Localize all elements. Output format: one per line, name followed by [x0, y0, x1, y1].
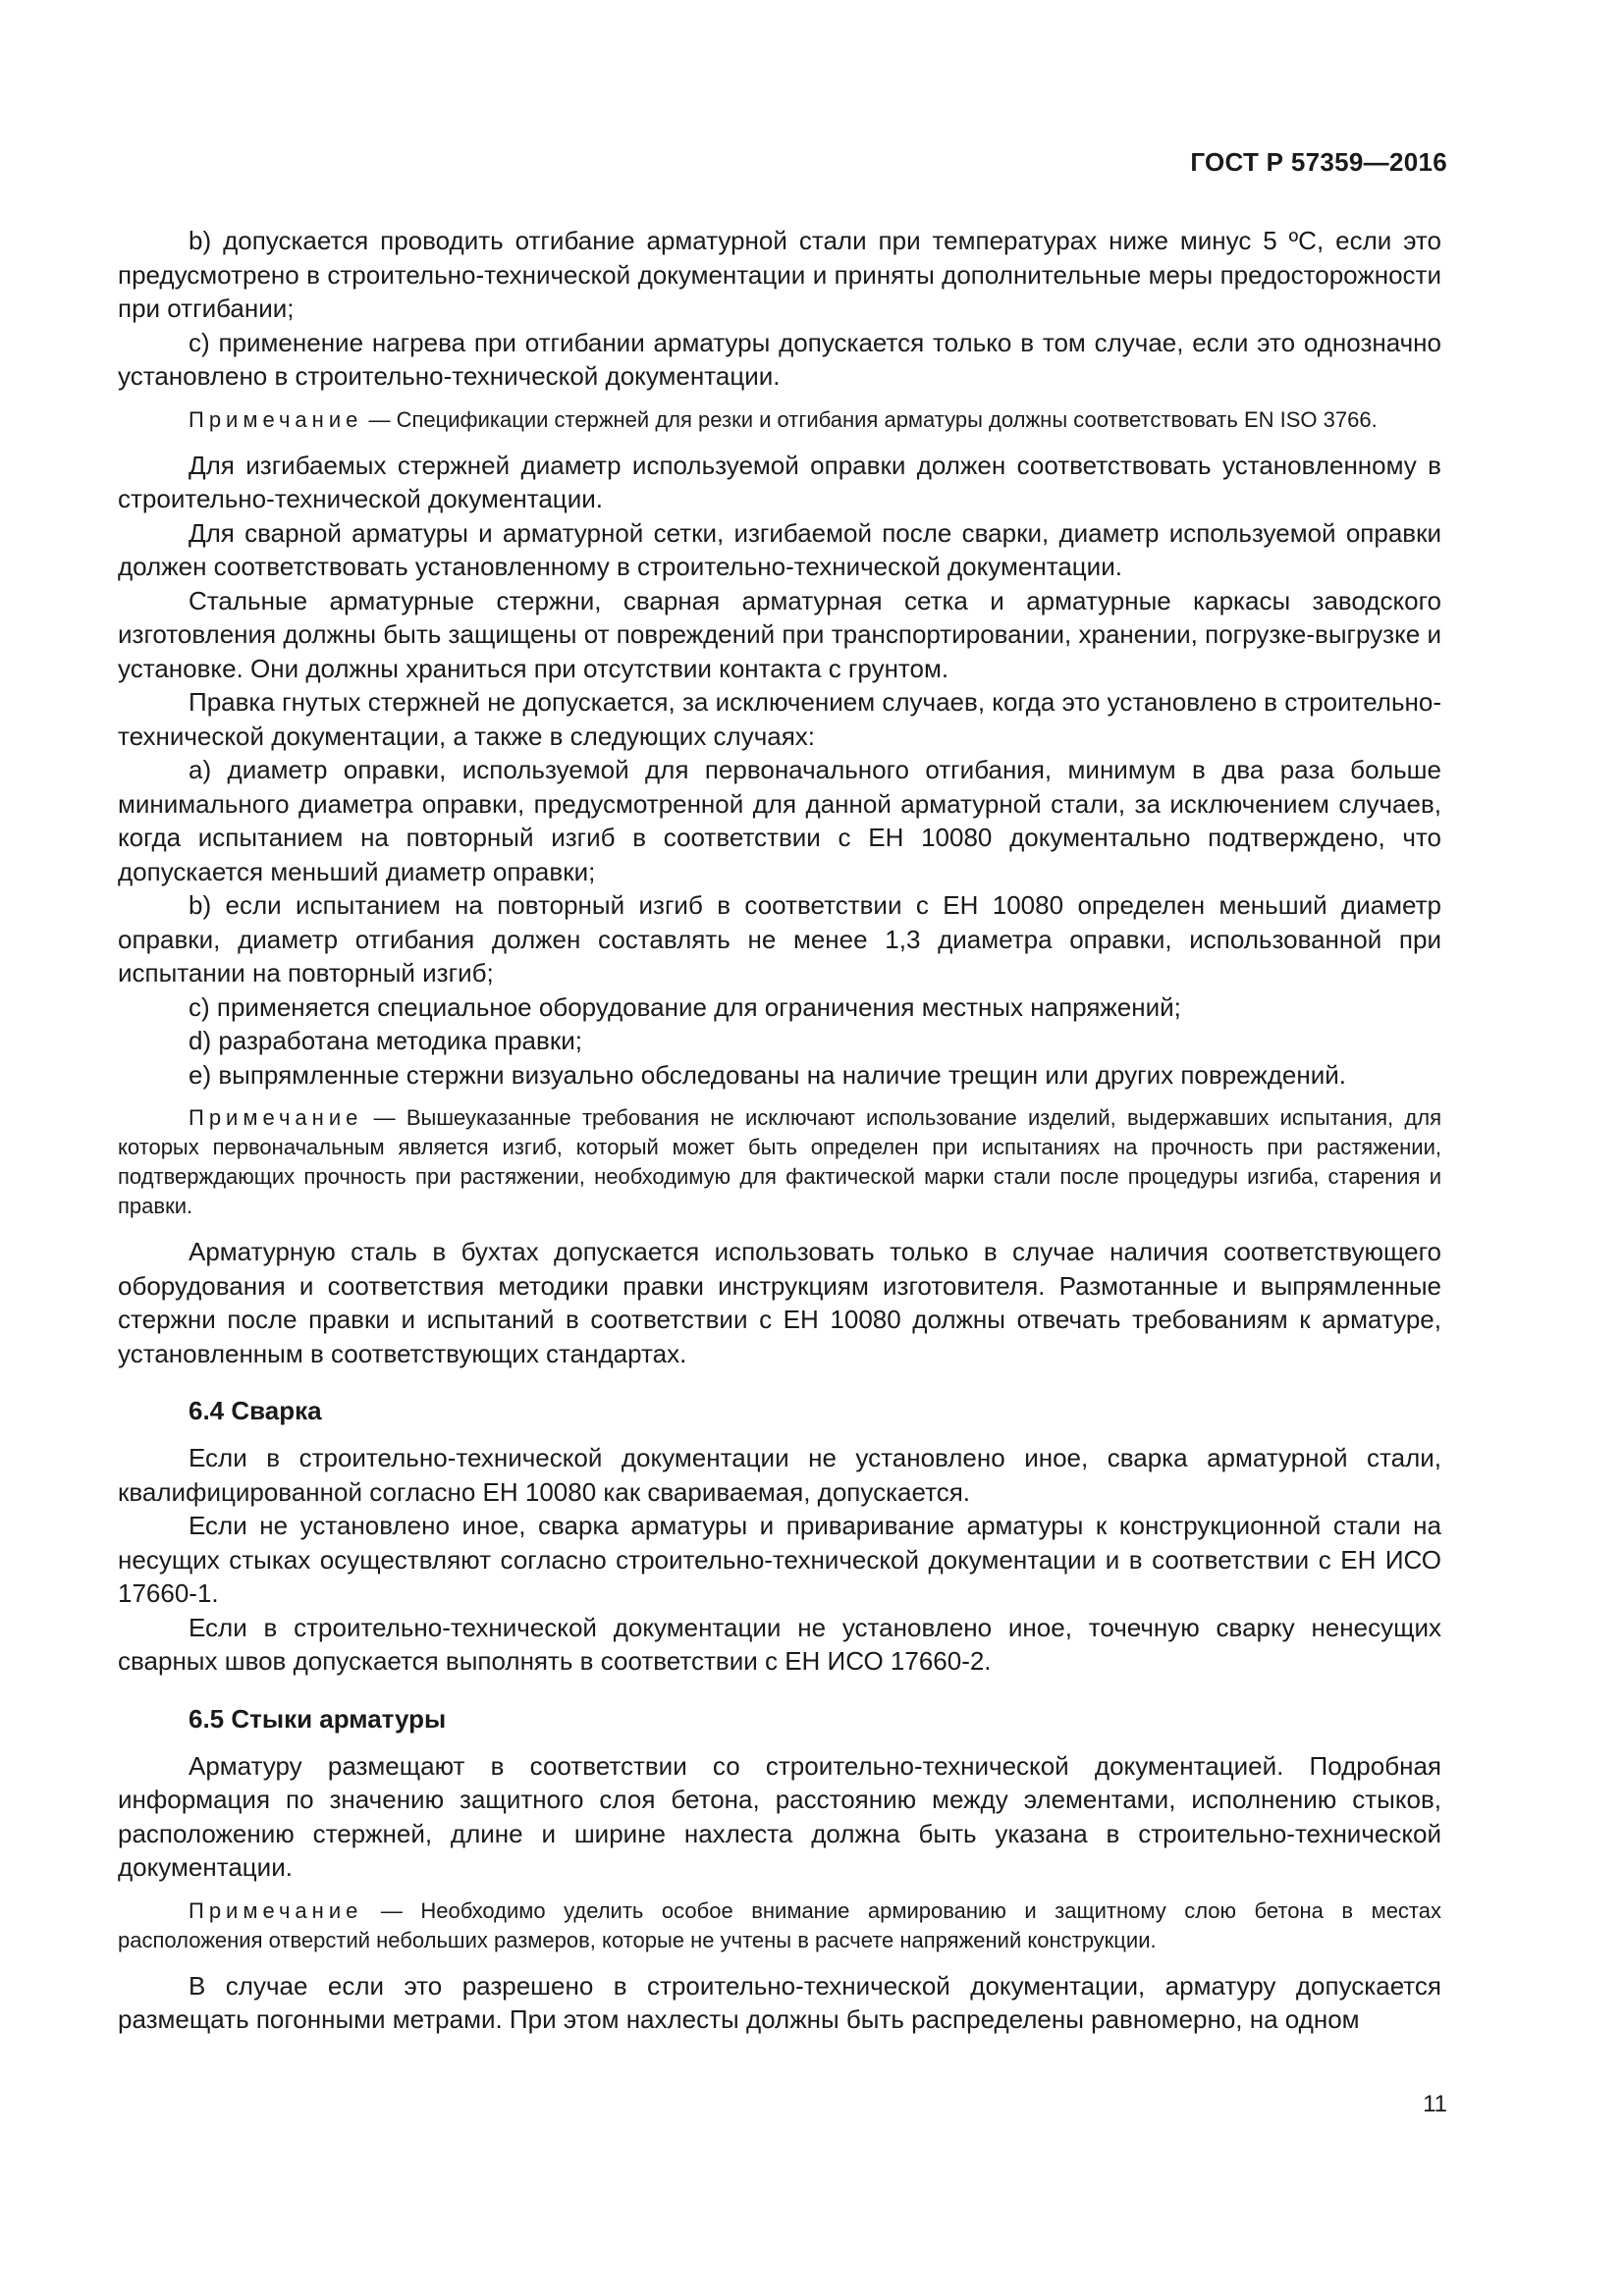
note-label: Примечание: [189, 1897, 363, 1923]
paragraph: Если не установлено иное, сварка арматуры и приваривание арматуры к конструкционной стали на несущих стыках осуществляют согласно строительно-технической документации и в соответствии с ЕН ИСО 17660-1.: [118, 1511, 1441, 1608]
section-heading: 6.5 Стыки арматуры: [189, 1703, 447, 1734]
section-heading: 6.4 Сварка: [189, 1396, 322, 1425]
paragraph: d) разработана методика правки;: [189, 1026, 582, 1055]
note-text: — Спецификации стержней для резки и отгибания арматуры должны соответствовать EN ISO 3766.: [362, 406, 1378, 432]
note-label: Примечание: [189, 406, 363, 432]
paragraph: Правка гнутых стержней не допускается, за исключением случаев, когда это установлено в строительно-технической документации, а также в следующих случаях:: [118, 687, 1441, 751]
paragraph: c) применение нагрева при отгибании арматуры допускается только в том случае, если это однозначно установлено в строительно-технической документации.: [118, 327, 1441, 391]
paragraph: Для сварной арматуры и арматурной сетки, изгибаемой после сварки, диаметр используемой оправки должен соответствовать установленному в строительно-технической документации.: [118, 517, 1441, 581]
note: [118, 405, 1441, 435]
note: [118, 1103, 1441, 1221]
paragraph: a) диаметр оправки, используемой для первоначального отгибания, минимум в два раза больше минимального диаметра оправки, предусмотренной для данной арматурной стали, за исключением случаев, когда испытанием на повторный изгиб в соответствии с ЕН 10080 документально подтверждено, что допускается меньший диаметр оправки;: [118, 755, 1441, 886]
page-number: 11: [1423, 2091, 1447, 2117]
document-body: [118, 224, 1441, 2037]
paragraph: Арматурную сталь в бухтах допускается использовать только в случае наличия соответствующего оборудования и соответствия методики правки инструкциям изготовителя. Размотанные и выпрямленные стержни после правки и испытаний в соответствии с ЕН 10080 должны отвечать требованиям к арматуре, установленным в соответствующих стандартах.: [118, 1237, 1441, 1368]
paragraph: Стальные арматурные стержни, сварная арматурная сетка и арматурные каркасы заводского изготовления должны быть защищены от повреждений при транспортировании, хранении, погрузке-выгрузке и установке. Они должны храниться при отсутствии контакта с грунтом.: [118, 585, 1441, 683]
paragraph: Если в строительно-технической документации не установлено иное, сварка арматурной стали, квалифицированной согласно ЕН 10080 как свариваемая, допускается.: [118, 1443, 1441, 1507]
note-label: Примечание: [189, 1105, 363, 1130]
paragraph: e) выпрямленные стержни визуально обследованы на наличие трещин или других повреждений.: [189, 1059, 1346, 1090]
paragraph: b) допускается проводить отгибание арматурной стали при температурах ниже минус 5 ºС, если это предусмотрено в строительно-технической документации и приняты дополнительные меры предосторожности при отгибании;: [118, 226, 1441, 323]
paragraph: b) если испытанием на повторный изгиб в соответствии с ЕН 10080 определен меньший диаметр оправки, диаметр отгибания должен составлять не менее 1,3 диаметра оправки, использованной при испытании на повторный изгиб;: [118, 890, 1441, 988]
document-code: ГОСТ Р 57359—2016: [1190, 147, 1447, 177]
paragraph: Если в строительно-технической документации не установлено иное, точечную сварку ненесущих сварных швов допускается выполнять в соответствии с ЕН ИСО 17660-2.: [118, 1612, 1441, 1676]
note-text: — Необходимо уделить особое внимание армированию и защитному слою бетона в местах расположения отверстий небольших размеров, которые не учтены в расчете напряжений конструкции.: [118, 1897, 1441, 1952]
paragraph: Для изгибаемых стержней диаметр используемой оправки должен соответствовать установленному в строительно-технической документации.: [118, 450, 1441, 513]
paragraph: Арматуру размещают в соответствии со строительно-технической документацией. Подробная информация по значению защитного слоя бетона, расстоянию между элементами, исполнению стыков, расположению стержней, длине и ширине нахлеста должна быть указана в строительно-технической документации.: [118, 1750, 1441, 1882]
note-text: — Вышеуказанные требования не исключают использование изделий, выдержавших испытания, для которых первоначальным является изгиб, который может быть определен при испытаниях на прочность при растяжении, подтверждающих прочность при растяжении, необходимую для фактической марки стали после процедуры изгиба, старения и правки.: [118, 1105, 1441, 1218]
paragraph: c) применяется специальное оборудование для ограничения местных напряжений;: [189, 991, 1181, 1022]
paragraph: В случае если это разрешено в строительно-технической документации, арматуру допускается размещать погонными метрами. При этом нахлесты должны быть распределены равномерно, на одном: [118, 1970, 1441, 2034]
note: [118, 1896, 1441, 1955]
